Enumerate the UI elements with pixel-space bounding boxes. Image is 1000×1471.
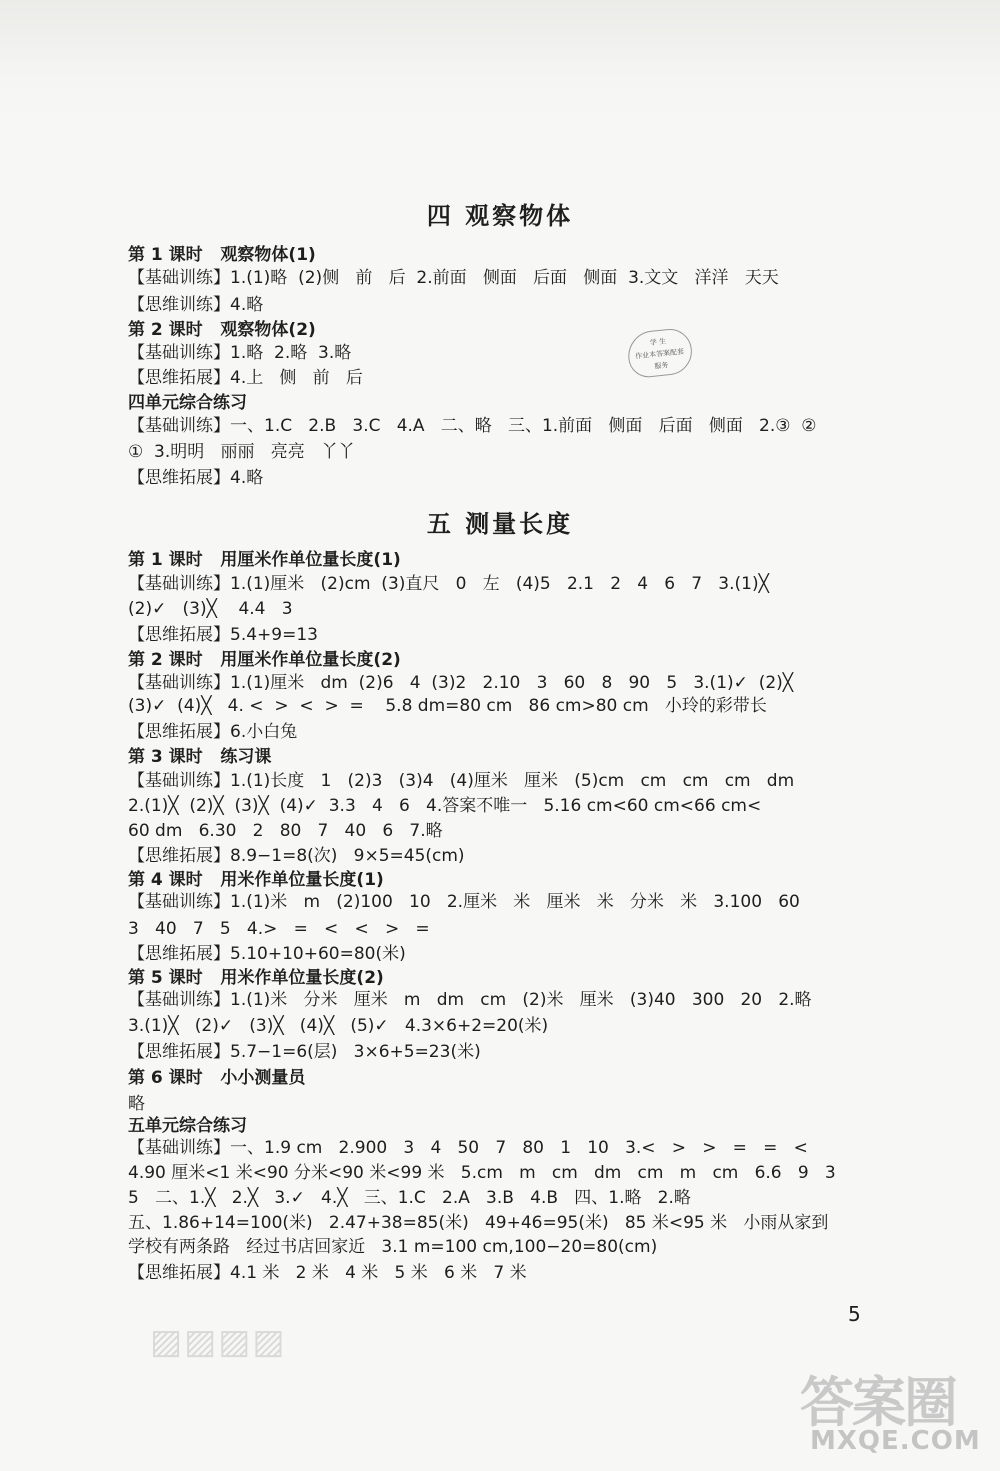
answer-line: 【思维拓展】5.7−1=6(层) 3×6+5=23(米) (128, 1042, 481, 1062)
answer-line: 【基础训练】一、1.9 cm 2.900 3 4 50 7 80 1 10 3.< > > = = < (128, 1138, 808, 1158)
answer-line: 【思维拓展】8.9−1=8(次) 9×5=45(cm) (128, 846, 465, 866)
answer-line: (3)✓ (4)╳ 4. < > < > = 5.8 dm=80 cm 86 cm>80 cm 小玲的彩带长 (128, 696, 767, 716)
answer-line: 60 dm 6.30 2 80 7 40 6 7.略 (128, 821, 443, 841)
answer-line: 【基础训练】1.(1)长度 1 (2)3 (3)4 (4)厘米 厘米 (5)cm cm cm cm dm (128, 771, 795, 791)
answer-line: 略 (128, 1094, 145, 1114)
answer-line: 学校有两条路 经过书店回家近 3.1 m=100 cm,100−20=80(cm) (128, 1237, 658, 1257)
lesson-2-heading: 第 2 课时 观察物体(2) (128, 320, 316, 340)
answer-line: 【思维拓展】5.10+10+60=80(米) (128, 944, 406, 964)
lesson-3-heading: 第 3 课时 练习课 (128, 747, 272, 767)
section-4-title: 四 观察物体 (426, 202, 574, 230)
faint-watermark: ▨▨▨▨ (150, 1322, 287, 1362)
answer-line: 【思维拓展】5.4+9=13 (128, 625, 318, 645)
answer-line: 【基础训练】1.(1)略 (2)侧 前 后 2.前面 侧面 后面 侧面 3.文文 洋洋 天天 (128, 268, 779, 288)
answer-line: 【基础训练】1.(1)厘米 dm (2)6 4 (3)2 2.10 3 60 8 90 5 3.(1)✓ (2)╳ (128, 673, 794, 693)
unit-review-heading: 五单元综合练习 (128, 1116, 247, 1136)
watermark-brand: 答案圈 (800, 1371, 956, 1434)
answer-line: (2)✓ (3)╳ 4.4 3 (128, 599, 293, 619)
answer-line: 【思维训练】4.略 (128, 295, 264, 315)
answer-line: 【基础训练】1.(1)米 分米 厘米 m dm cm (2)米 厘米 (3)40 300 20 2.略 (128, 990, 812, 1010)
lesson-5-heading: 第 5 课时 用米作单位量长度(2) (128, 968, 384, 988)
lesson-4-heading: 第 4 课时 用米作单位量长度(1) (128, 870, 384, 890)
answer-line: 五、1.86+14=100(米) 2.47+38=85(米) 49+46=95(米) 85 米<95 米 小雨从家到 (128, 1213, 829, 1233)
answer-line: 【思维拓展】4.略 (128, 468, 264, 488)
answer-line: 【基础训练】1.(1)厘米 (2)cm (3)直尺 0 左 (4)5 2.1 2 4 6 7 3.(1)╳ (128, 574, 769, 594)
answer-line: 【基础训练】1.略 2.略 3.略 (128, 343, 352, 363)
answer-line: ① 3.明明 丽丽 亮亮 丫丫 (128, 442, 355, 462)
answer-line: 【思维拓展】6.小白兔 (128, 722, 298, 742)
answer-line: 【基础训练】一、1.C 2.B 3.C 4.A 二、略 三、1.前面 侧面 后面 侧面 2.③ ② (128, 416, 817, 436)
answer-line: 【思维拓展】4.1 米 2 米 4 米 5 米 6 米 7 米 (128, 1263, 527, 1283)
lesson-2-heading: 第 2 课时 用厘米作单位量长度(2) (128, 650, 401, 670)
watermark-url: MXQE.COM (810, 1426, 981, 1456)
answer-line: 【思维拓展】4.上 侧 前 后 (128, 368, 363, 388)
answer-line: 【基础训练】1.(1)米 m (2)100 10 2.厘米 米 厘米 米 分米 米 3.100 60 (128, 892, 800, 912)
lesson-1-heading: 第 1 课时 观察物体(1) (128, 245, 316, 265)
page-number: 5 (848, 1302, 861, 1326)
seal-stamp: 学 生 作业本答案配套 服务 (626, 327, 694, 379)
answer-line: 4.90 厘米<1 米<90 分米<90 米<99 米 5.cm m cm dm cm m cm 6.6 9 3 (128, 1163, 836, 1183)
section-5-title: 五 测量长度 (426, 510, 574, 538)
site-watermark-logo (780, 1360, 990, 1460)
answer-line: 3 40 7 5 4.> = < < > = (128, 919, 430, 939)
answer-line: 3.(1)╳ (2)✓ (3)╳ (4)╳ (5)✓ 4.3×6+2=20(米) (128, 1016, 549, 1036)
lesson-1-heading: 第 1 课时 用厘米作单位量长度(1) (128, 550, 401, 570)
answer-line: 5 二、1.╳ 2.╳ 3.✓ 4.╳ 三、1.C 2.A 3.B 4.B 四、1.略 2.略 (128, 1188, 691, 1208)
lesson-6-heading: 第 6 课时 小小测量员 (128, 1068, 306, 1088)
unit-review-heading: 四单元综合练习 (128, 393, 247, 413)
answer-line: 2.(1)╳ (2)╳ (3)╳ (4)✓ 3.3 4 6 4.答案不唯一 5.16 cm<60 cm<66 cm< (128, 796, 762, 816)
scan-shadow (0, 0, 1000, 130)
